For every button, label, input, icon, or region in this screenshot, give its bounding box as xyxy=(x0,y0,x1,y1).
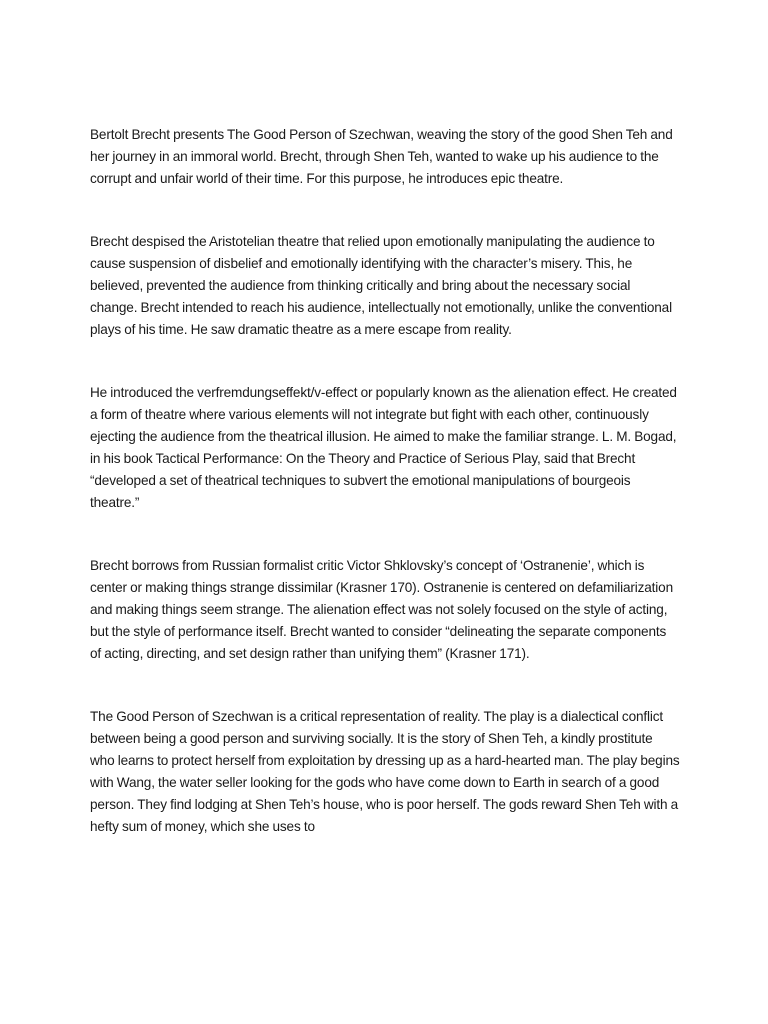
paragraph-1: Bertolt Brecht presents The Good Person of Szechwan, weaving the story of the good Shen Teh and her journey in an immoral world. Brecht, through Shen Teh, wanted to wake up his audience to the corrupt and unfair world of their time. For this purpose, he introduces epic theatre. xyxy=(90,127,673,186)
paragraph-4: Brecht borrows from Russian formalist critic Victor Shklovsky’s concept of ‘Ostranenie’, which is center or making things strange dissimilar (Krasner 170). Ostranenie is centered on defamiliarization and making things seem strange. The alienation effect was not solely focused on the style of acting, but the style of performance itself. Brecht wanted to consider “delineating the separate components of acting, directing, and set design rather than unifying them” (Krasner 171). xyxy=(90,558,673,661)
paragraph-3: He introduced the verfremdungseffekt/v-effect or popularly known as the alienation effect. He created a form of theatre where various elements will not integrate but fight with each other, continuously ejecting the audience from the theatrical illusion. He aimed to make the familiar strange. L. M. Bogad, in his book Tactical Performance: On the Theory and Practice of Serious Play, said that Brecht “developed a set of theatrical techniques to subvert the emotional manipulations of bourgeois theatre.” xyxy=(90,385,677,510)
paragraph-5: The Good Person of Szechwan is a critical representation of reality. The play is a dialectical conflict between being a good person and surviving socially. It is the story of Shen Teh, a kindly prostitute who learns to protect herself from exploitation by dressing up as a hard-hearted man. The play begins with Wang, the water seller looking for the gods who have come down to Earth in search of a good person. They find lodging at Shen Teh’s house, who is poor herself. The gods reward Shen Teh with a hefty sum of money, which she uses to xyxy=(90,709,680,834)
paragraph-2: Brecht despised the Aristotelian theatre that relied upon emotionally manipulating the audience to cause suspension of disbelief and emotionally identifying with the character’s misery. This, he believed, prevented the audience from thinking critically and bring about the necessary social change. Brecht intended to reach his audience, intellectually not emotionally, unlike the conventional plays of his time. He saw dramatic theatre as a mere escape from reality. xyxy=(90,234,672,337)
